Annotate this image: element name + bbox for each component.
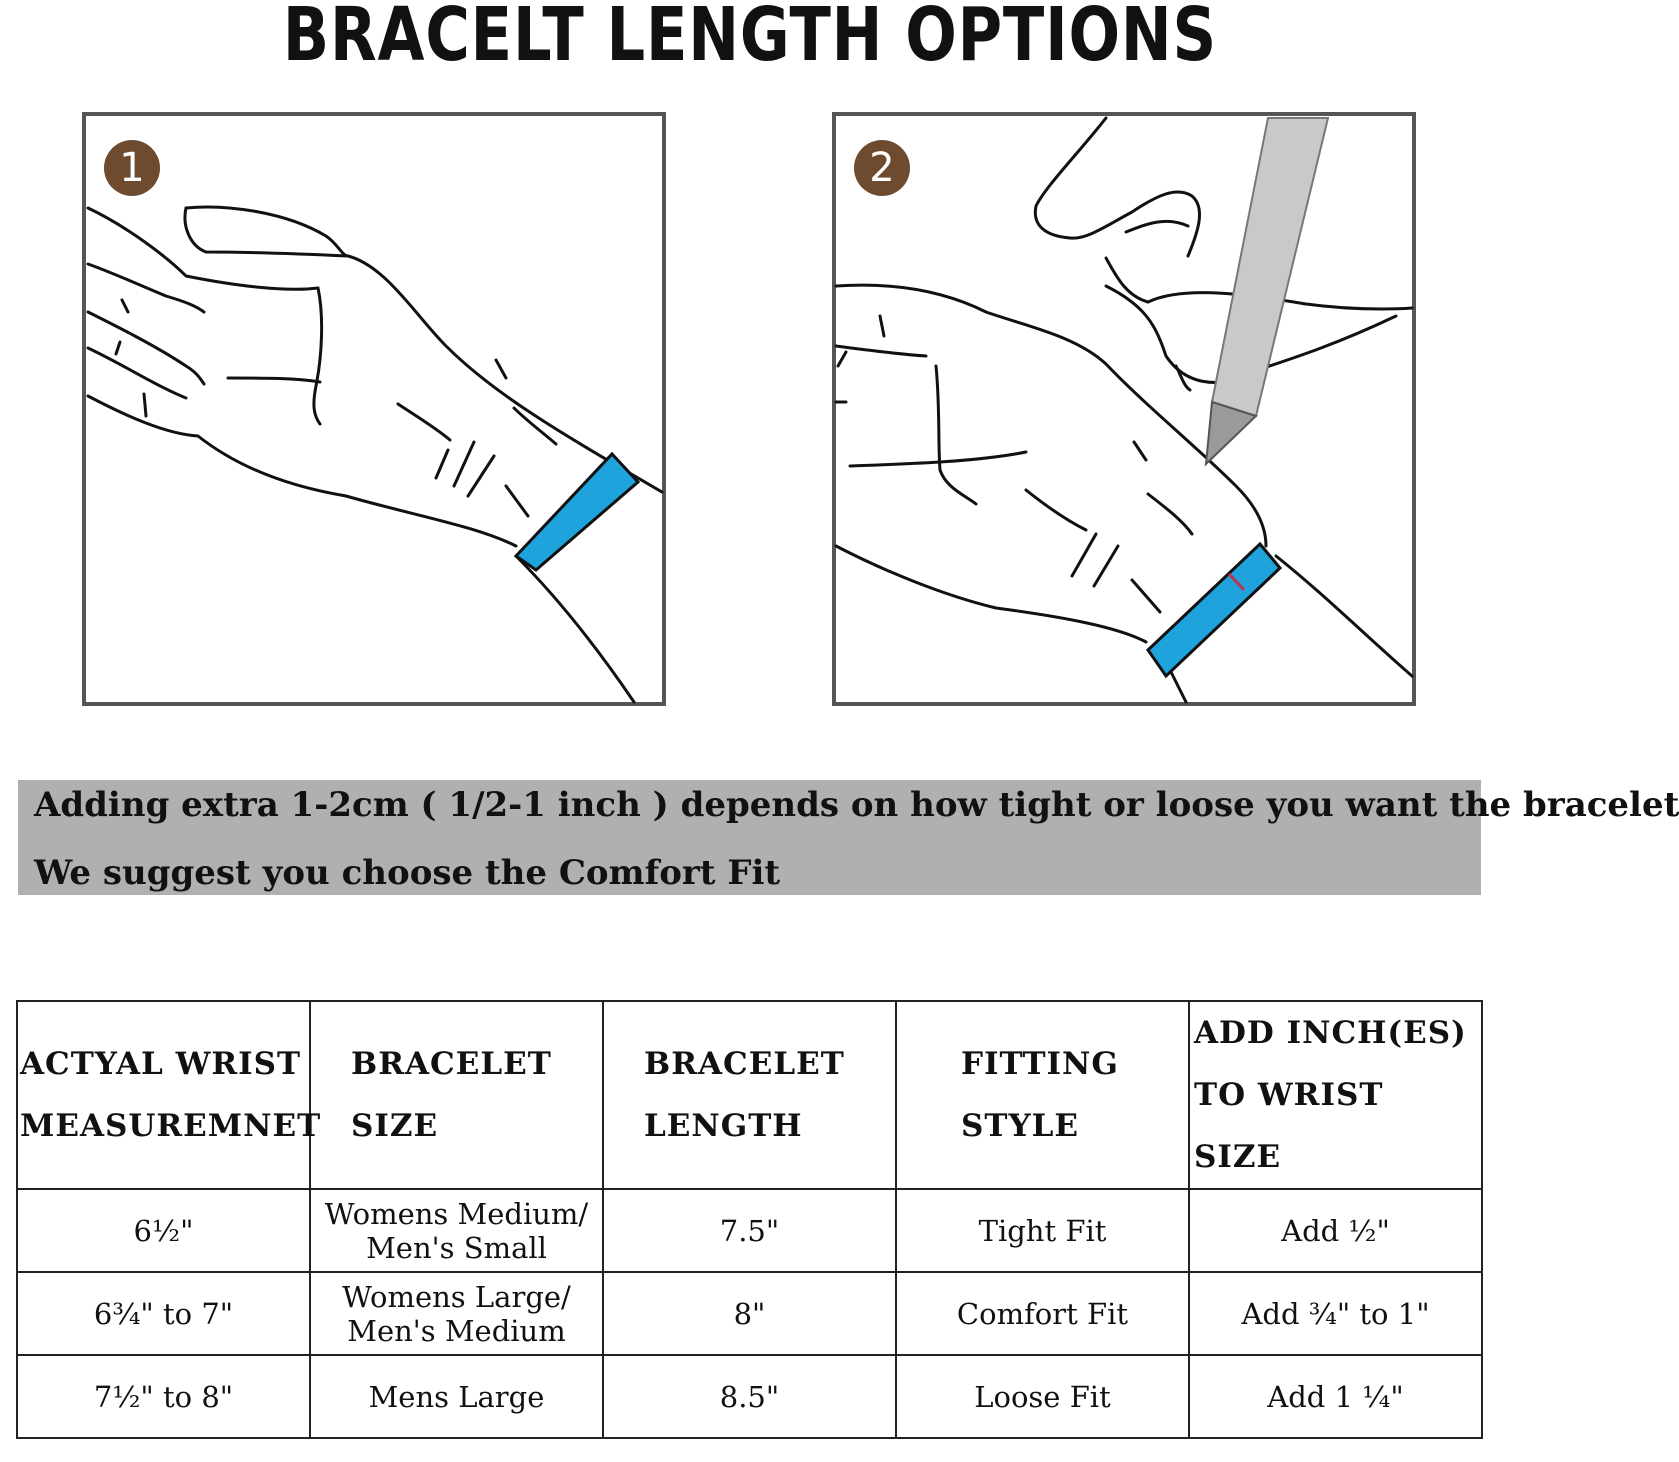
cell-length: 8" xyxy=(603,1272,896,1355)
step-badge: 2 xyxy=(854,140,910,196)
step-2-illustration xyxy=(832,112,1416,706)
header-wrist: ACTYAL WRIST MEASUREMNET xyxy=(17,1001,310,1189)
cell-style: Tight Fit xyxy=(896,1189,1189,1272)
bracelet-band xyxy=(516,454,638,570)
cell-wrist: 6¾" to 7" xyxy=(17,1272,310,1355)
header-bracelet-length: BRACELET LENGTH xyxy=(603,1001,896,1189)
cell-length: 8.5" xyxy=(603,1355,896,1438)
page-title: BRACELT LENGTH OPTIONS xyxy=(282,0,1218,78)
fit-advice-banner xyxy=(18,780,1679,895)
cell-size: Mens Large xyxy=(310,1355,603,1438)
cell-style: Comfort Fit xyxy=(896,1272,1189,1355)
cell-wrist: 6½" xyxy=(17,1189,310,1272)
hand-measuring-illustration xyxy=(836,116,1412,702)
cell-add: Add ¾" to 1" xyxy=(1189,1272,1482,1355)
pencil-body xyxy=(1212,118,1328,416)
cell-size: Womens Large/ Men's Medium xyxy=(310,1272,603,1355)
table-row xyxy=(17,1189,1482,1272)
cell-length: 7.5" xyxy=(603,1189,896,1272)
size-chart-table xyxy=(16,1000,1483,1439)
banner-line-1: Adding extra 1-2cm ( 1/2-1 inch ) depends on how tight or loose you want the bracelet xyxy=(34,785,1679,825)
cell-style: Loose Fit xyxy=(896,1355,1189,1438)
cell-add: Add 1 ¼" xyxy=(1189,1355,1482,1438)
cell-size: Womens Medium/ Men's Small xyxy=(310,1189,603,1272)
table-row xyxy=(17,1272,1482,1355)
table-row xyxy=(17,1355,1482,1438)
step-1-illustration xyxy=(82,112,666,706)
hand-with-band-illustration xyxy=(86,116,662,702)
bracelet-band xyxy=(1148,544,1280,676)
cell-add: Add ½" xyxy=(1189,1189,1482,1272)
table-header-row xyxy=(17,1001,1482,1189)
cell-wrist: 7½" to 8" xyxy=(17,1355,310,1438)
header-fitting-style: FITTING STYLE xyxy=(896,1001,1189,1189)
step-badge: 1 xyxy=(104,140,160,196)
banner-line-2: We suggest you choose the Comfort Fit xyxy=(34,853,781,893)
header-bracelet-size: BRACELET SIZE xyxy=(310,1001,603,1189)
header-add-inches: ADD INCH(ES) TO WRIST SIZE xyxy=(1189,1001,1482,1189)
